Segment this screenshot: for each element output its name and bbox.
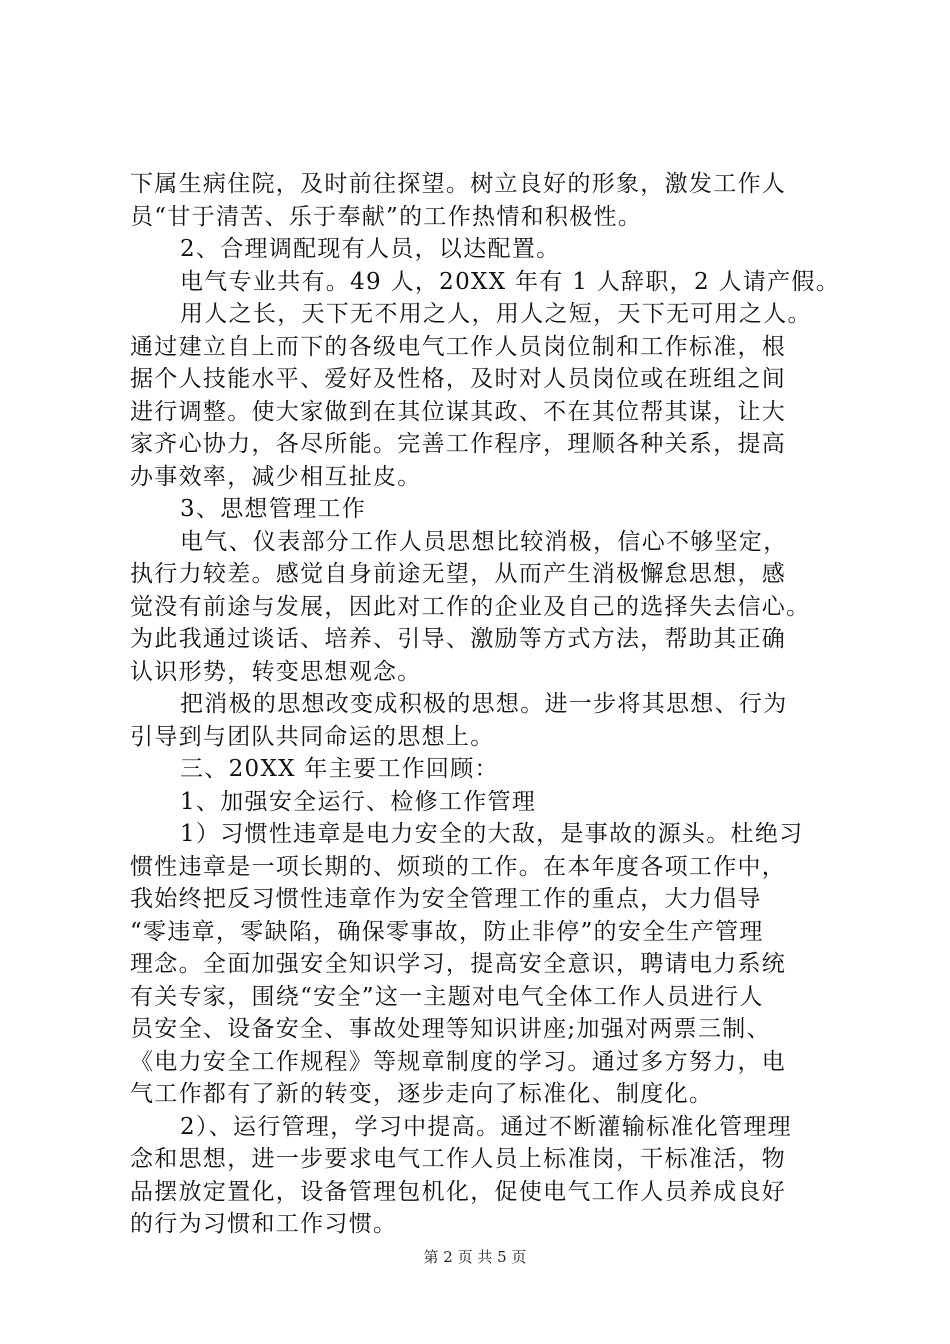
text-line: 家齐心协力，各尽所能。完善工作程序，理顺各种关系，提高 [130, 431, 787, 457]
text-line: 有关专家，围绕“安全”这一主题对电气全体工作人员进行人 [130, 983, 764, 1010]
text-line: 2）、运行管理，学习中提高。通过不断灌输标准化管理理 [180, 1113, 792, 1140]
text-line: 觉没有前途与发展，因此对工作的企业及自己的选择失去信心。 [130, 593, 811, 620]
text-line: 品摆放定置化，设备管理包机化，促使电气工作人员养成良好 [130, 1178, 787, 1205]
text-line: 的行为习惯和工作习惯。 [130, 1211, 398, 1237]
text-line: 认识形势，转变思想观念。 [130, 658, 422, 685]
text-line: 三、20XX 年主要工作回顾： [180, 756, 499, 782]
text-line: 据个人技能水平、爱好及性格，及时对人员岗位或在班组之间 [130, 366, 787, 392]
document-body [130, 168, 841, 1241]
text-line: 员“甘于清苦、乐于奉献”的工作热情和积极性。 [130, 203, 643, 230]
text-line: 员安全、设备安全、事故处理等知识讲座;加强对两票三制、 [130, 1016, 771, 1042]
text-line: 电气、仪表部分工作人员思想比较消极，信心不够坚定， [180, 528, 788, 555]
text-line: 气工作都有了新的转变，逐步走向了标准化、制度化。 [130, 1081, 714, 1107]
text-line: 2、合理调配现有人员，以达配置。 [180, 236, 561, 262]
text-line: 办事效率，减少相互扯皮。 [130, 463, 422, 490]
text-line: 把消极的思想改变成积极的思想。进一步将其思想、行为 [180, 691, 788, 717]
text-line: 《电力安全工作规程》等规章制度的学习。通过多方努力，电 [130, 1048, 787, 1075]
text-line: 为此我通过谈话、培养、引导、激励等方式方法，帮助其正确 [130, 626, 787, 652]
text-line: 通过建立自上而下的各级电气工作人员岗位制和工作标准，根 [130, 333, 787, 360]
text-line: 念和思想，进一步要求电气工作人员上标准岗，干标准活，物 [130, 1146, 787, 1172]
text-line: 3、思想管理工作 [180, 496, 367, 522]
text-line: 引导到与团队共同命运的思想上。 [130, 723, 495, 750]
text-line: 我始终把反习惯性违章作为安全管理工作的重点，大力倡导 [130, 886, 762, 912]
text-line: 1）习惯性违章是电力安全的大敌，是事故的源头。杜绝习 [180, 821, 804, 847]
page-number-footer: 第 2 页 共 5 页 [423, 1248, 527, 1266]
text-line: 惯性违章是一项长期的、烦琐的工作。在本年度各项工作中， [130, 853, 787, 880]
text-line: 执行力较差。感觉自身前途无望，从而产生消极懈怠思想，感 [130, 561, 787, 587]
text-line: “零违章，零缺陷，确保零事故，防止非停”的安全生产管理 [130, 918, 764, 945]
text-line: 下属生病住院，及时前往探望。树立良好的形象，激发工作人 [130, 171, 787, 197]
text-line: 理念。全面加强安全知识学习，提高安全意识，聘请电力系统 [130, 951, 787, 977]
text-line: 用人之长，天下无不用之人，用人之短，天下无可用之人。 [180, 301, 812, 327]
text-line: 1、加强安全运行、检修工作管理 [180, 788, 537, 815]
text-line: 进行调整。使大家做到在其位谋其政、不在其位帮其谋，让大 [130, 398, 787, 425]
text-line: 电气专业共有。49 人，20XX 年有 1 人辞职，2 人请产假。 [180, 268, 841, 295]
